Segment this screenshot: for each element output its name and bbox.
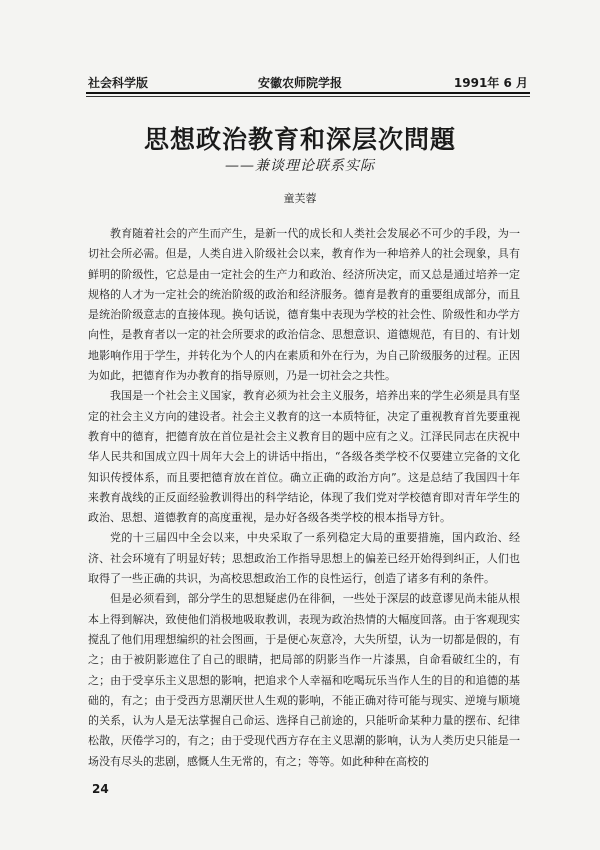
- page-number: 24: [92, 782, 109, 796]
- issue-date: 1991年 6 月: [453, 76, 528, 90]
- article-body: [88, 224, 520, 772]
- article-title: 思想政治教育和深层次問題: [143, 125, 456, 154]
- article-subtitle: ——兼谈理论联系实际: [225, 158, 375, 174]
- paragraph: 但是必须看到，部分学生的思想疑虑仍在徘徊，一些处于深层的歧意谬见尚未能从根本上得到解决，致使他们消极地吸取教训，表现为政治热情的大幅度回落。由于客观现实搅乱了他们用理想编织的社会图画，于是便心灰意冷，大失所望，认为一切都是假的，有之；由于被阴影遮住了自己的眼睛，把局部的阴影当作一片漆黑，自命看破红尘的，有之；由于受享乐主义思想的影响，把追求个人幸福和吃喝玩乐当作人生的目的和追德的基础的，有之；由于受西方思潮厌世人生观的影响，不能正确对待可能与现实、逆境与顺境的关系，认为人是无法掌握自己命运、选择自己前途的，只能听命某种力量的摆布、纪律松散，厌倦学习的，有之；由于受现代西方存在主义思潮的影响，认为人类历史只能是一场没有尽头的悲剧，感慨人生无常的，有之；等等。如此种种在高校的: [88, 592, 520, 768]
- section-label: 社会科学版: [88, 76, 149, 90]
- journal-name: 安徽农师院学报: [258, 76, 343, 90]
- header-rule-thick: [86, 92, 530, 94]
- running-header: [88, 72, 528, 90]
- paragraph: 党的十三届四中全会以来，中央采取了一系列稳定大局的重要措施，国内政治、经济、社会环境有了明显好转；思想政治工作指导思想上的偏差已经开始得到纠正，人们也取得了一些正确的共识，为高校思想政治工作的良性运行，创造了诸多有利的条件。: [88, 531, 520, 586]
- paragraph: 我国是一个社会主义国家，教育必须为社会主义服务，培养出来的学生必须是具有坚定的社会主义方向的建设者。社会主义教育的这一本质特征，决定了重视教育首先要重视教育中的德育，把德育放在首位是社会主义教育目的题中应有之义。江泽民同志在庆祝中华人民共和国成立四十周年大会上的讲话中指出，“各级各类学校不仅要建立完备的文化知识传授体系，而且要把德育放在首位。确立正确的政治方向”。这是总结了我国四十年来教育战线的正反面经验教训得出的科学结论，体现了我们党对学校德育即对青年学生的政治、思想、道德教育的高度重视，是办好各级各类学校的根本指导方针。: [88, 389, 520, 525]
- paragraph: 教育随着社会的产生而产生，是新一代的成长和人类社会发展必不可少的手段，为一切社会所必需。但是，人类自进入阶级社会以来，教育作为一种培养人的社会现象，具有鲜明的阶级性，它总是由一定社会的生产力和政治、经济所决定，而又总是通过培养一定规格的人才为一定社会的统治阶级的政治和经济服务。德育是教育的重要组成部分，而且是统治阶级意志的直接体现。换句话说，德育集中表现为学校的社会性、阶级性和办学方向性，是教育者以一定的社会所要求的政治信念、思想意识、道德规范，有目的、有计划地影响作用于学生，并转化为个人的内在素质和外在行为，为自己阶级服务的过程。正因为如此，把德育作为办教育的指导原则，乃是一切社会之共性。: [88, 227, 520, 383]
- article-author: 童芙蓉: [283, 192, 317, 205]
- header-rule-thin: [86, 96, 530, 97]
